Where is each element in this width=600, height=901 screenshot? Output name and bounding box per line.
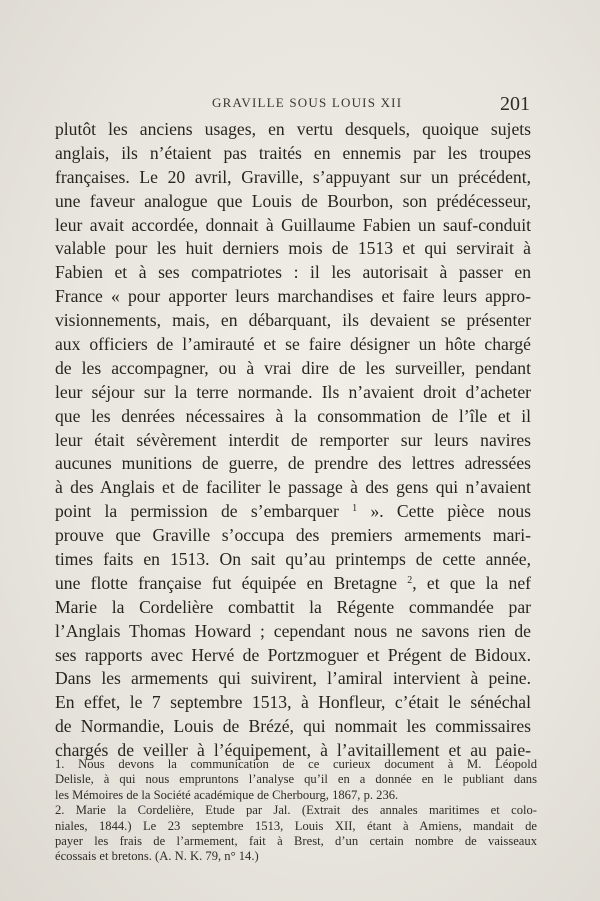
page-number: 201 bbox=[500, 93, 530, 115]
footnote-line: Delisle, à qui nous empruntons l’analyse qu’il en a donnée en le publiant dans bbox=[55, 772, 537, 787]
footnote-ref[interactable]: 1 bbox=[352, 503, 358, 515]
footnote-ref[interactable]: 2 bbox=[407, 574, 413, 586]
body-line: de Normandie, Louis de Brézé, qui nommait les commissaires bbox=[55, 716, 531, 737]
body-line: Marie la Cordelière combattit la Régente commandée par bbox=[55, 596, 531, 617]
body-line bbox=[55, 500, 531, 524]
body-line: prouve que Graville s’occupa des premiers armements mari- bbox=[55, 525, 531, 546]
body-line: aucunes munitions de guerre, de prendre des lettres adressées bbox=[55, 453, 531, 474]
body-line: Dans les armements qui suivirent, l’amiral intervient à peine. bbox=[55, 668, 531, 689]
body-text bbox=[55, 118, 531, 763]
body-line: leur séjour sur la terre normande. Ils n’avaient droit d’acheter bbox=[55, 381, 531, 402]
body-line: En effet, le 7 septembre 1513, à Honfleur, c’était le sénéchal bbox=[55, 692, 531, 713]
body-line: leur était sévèrement interdit de remporter sur leurs navires bbox=[55, 429, 531, 450]
body-line-text: une flotte française fut équipée en Bretagne bbox=[55, 572, 397, 593]
body-line bbox=[55, 572, 531, 596]
footnote-line: niales, 1844.) Le 23 septembre 1513, Louis XII, étant à Amiens, mandait de bbox=[55, 818, 537, 833]
body-line: times faits en 1513. On sait qu’au printemps de cette année, bbox=[55, 549, 531, 570]
body-line-text: , et que la nef bbox=[412, 572, 531, 593]
footnote-line: écossais et bretons. (A. N. K. 79, n° 14.) bbox=[55, 849, 259, 864]
running-head bbox=[200, 93, 540, 117]
body-line: françaises. Le 20 avril, Graville, s’appuyant sur un précédent, bbox=[55, 166, 531, 187]
body-line: plutôt les anciens usages, en vertu desquels, quoique sujets bbox=[55, 119, 531, 139]
body-line: à des Anglais et de faciliter le passage à des gens qui n’avaient bbox=[55, 477, 531, 498]
body-line: ses rapports avec Hervé de Portzmoguer et Prégent de Bidoux. bbox=[55, 644, 531, 665]
body-line: de les accompagner, ou à vrai dire de les surveiller, pendant bbox=[55, 357, 531, 378]
body-line: Fabien et à ses compatriotes : il les autorisait à passer en bbox=[55, 262, 531, 283]
body-line: aux officiers de l’amirauté et se faire désigner un hôte chargé bbox=[55, 334, 531, 355]
body-line: une faveur analogue que Louis de Bourbon, son prédécesseur, bbox=[55, 190, 531, 211]
body-line: visionnements, mais, en débarquant, ils devaient se présenter bbox=[55, 310, 531, 331]
body-line: leur avait accordée, donnait à Guillaume Fabien un sauf-conduit bbox=[55, 214, 531, 235]
body-line: que les denrées nécessaires à la consommation de l’île et il bbox=[55, 405, 531, 426]
body-line: France « pour apporter leurs marchandises et faire leurs appro- bbox=[55, 286, 531, 307]
body-line: anglais, ils n’étaient pas traités en ennemis par les troupes bbox=[55, 142, 531, 163]
footnote-line: 1. Nous devons la communication de ce curieux document à M. Léopold bbox=[55, 757, 537, 771]
body-line-text: ». Cette pièce nous bbox=[370, 501, 532, 522]
footnotes bbox=[55, 757, 537, 865]
body-line: l’Anglais Thomas Howard ; cependant nous ne savons rien de bbox=[55, 620, 531, 641]
footnote-line: payer les frais de l’armement, fait à Brest, d’un certain nombre de vaisseaux bbox=[55, 833, 537, 848]
running-title: GRAVILLE SOUS LOUIS XII bbox=[212, 95, 403, 110]
body-line: chargés de veiller à l’équipement, à l’avitaillement et au paie- bbox=[55, 740, 531, 761]
body-line: valable pour les huit derniers mois de 1513 et qui servirait à bbox=[55, 238, 531, 259]
footnote-line: les Mémoires de la Société académique de Cherbourg, 1867, p. 236. bbox=[55, 787, 399, 802]
footnote-line: 2. Marie la Cordelière, Etude par Jal. (Extrait des annales maritimes et colo- bbox=[55, 803, 537, 818]
body-line-text: point la permission de s’embarquer bbox=[55, 501, 339, 522]
